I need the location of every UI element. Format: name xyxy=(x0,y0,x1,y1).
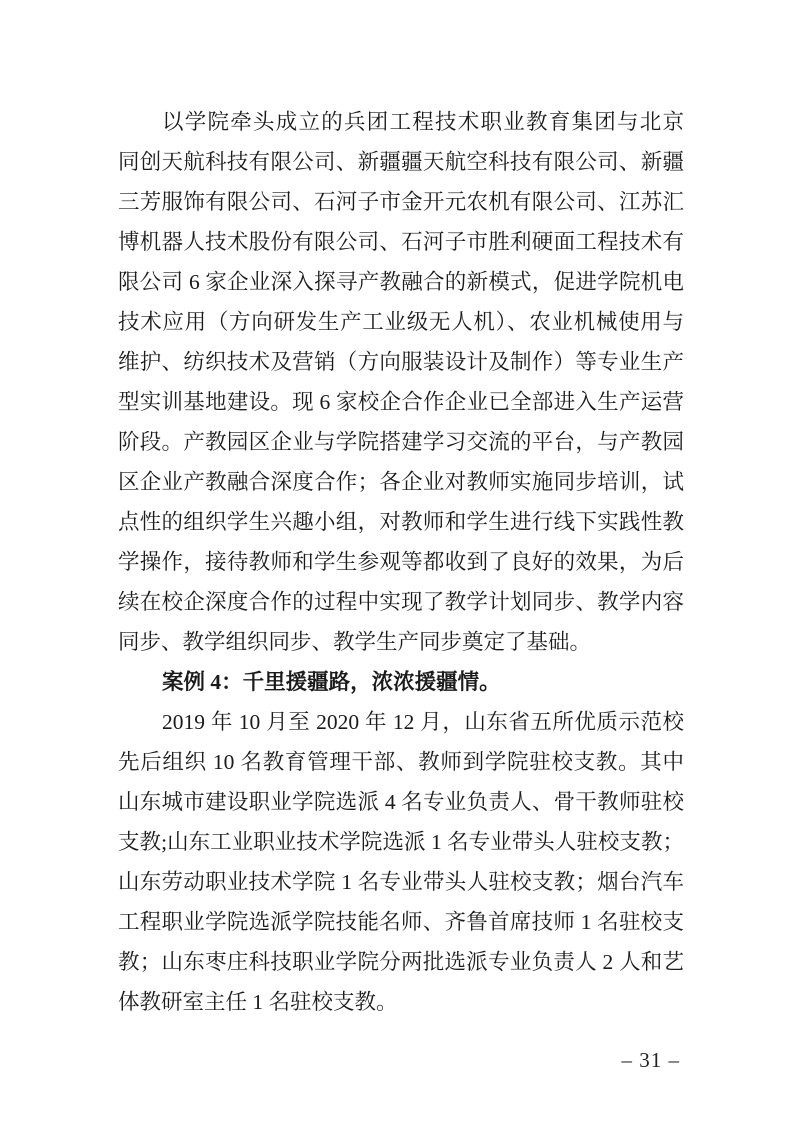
text-line: 维护、纺织技术及营销（方向服装设计及制作）等专业生产 xyxy=(118,350,684,374)
text-line: 山东劳动职业技术学院 1 名专业带头人驻校支教；烟台汽车 xyxy=(118,870,684,894)
text-line: 博机器人技术股份有限公司、石河子市胜利硬面工程技术有 xyxy=(118,230,684,254)
text-line: 续在校企深度合作的过程中实现了教学计划同步、教学内容 xyxy=(118,590,684,614)
text-line: 2019 年 10 月至 2020 年 12 月，山东省五所优质示范校 xyxy=(162,710,684,734)
text-line: 区企业产教融合深度合作；各企业对教师实施同步培训，试 xyxy=(118,470,684,494)
text-line: 技术应用（方向研发生产工业级无人机）、农业机械使用与 xyxy=(118,310,684,334)
text-line: 支教;山东工业职业技术学院选派 1 名专业带头人驻校支教； xyxy=(118,830,684,854)
text-line: 教；山东枣庄科技职业学院分两批选派专业负责人 2 人和艺 xyxy=(118,950,684,974)
text-line: 先后组织 10 名教育管理干部、教师到学院驻校支教。其中 xyxy=(118,750,684,774)
text-line: 体教研室主任 1 名驻校支教。 xyxy=(118,990,398,1014)
text-line: 案例 4：千里援疆路，浓浓援疆情。 xyxy=(162,670,501,694)
text-line: 以学院牵头成立的兵团工程技术职业教育集团与北京 xyxy=(162,110,684,134)
text-line: 限公司 6 家企业深入探寻产教融合的新模式，促进学院机电 xyxy=(118,270,684,294)
text-line: 阶段。产教园区企业与学院搭建学习交流的平台，与产教园 xyxy=(118,430,684,454)
page-number: – 31 – xyxy=(621,1048,680,1072)
text-line: 学操作，接待教师和学生参观等都收到了良好的效果，为后 xyxy=(118,550,684,574)
text-line: 山东城市建设职业学院选派 4 名专业负责人、骨干教师驻校 xyxy=(118,790,684,814)
text-line: 型实训基地建设。现 6 家校企合作企业已全部进入生产运营 xyxy=(118,390,684,414)
text-line: 工程职业学院选派学院技能名师、齐鲁首席技师 1 名驻校支 xyxy=(118,910,684,934)
text-line: 三芳服饰有限公司、石河子市金开元农机有限公司、江苏汇 xyxy=(118,190,684,214)
text-line: 同步、教学组织同步、教学生产同步奠定了基础。 xyxy=(118,630,592,654)
text-line: 点性的组织学生兴趣小组，对教师和学生进行线下实践性教 xyxy=(118,510,684,534)
text-column xyxy=(118,102,684,1022)
text-line: 同创天航科技有限公司、新疆疆天航空科技有限公司、新疆 xyxy=(118,150,684,174)
